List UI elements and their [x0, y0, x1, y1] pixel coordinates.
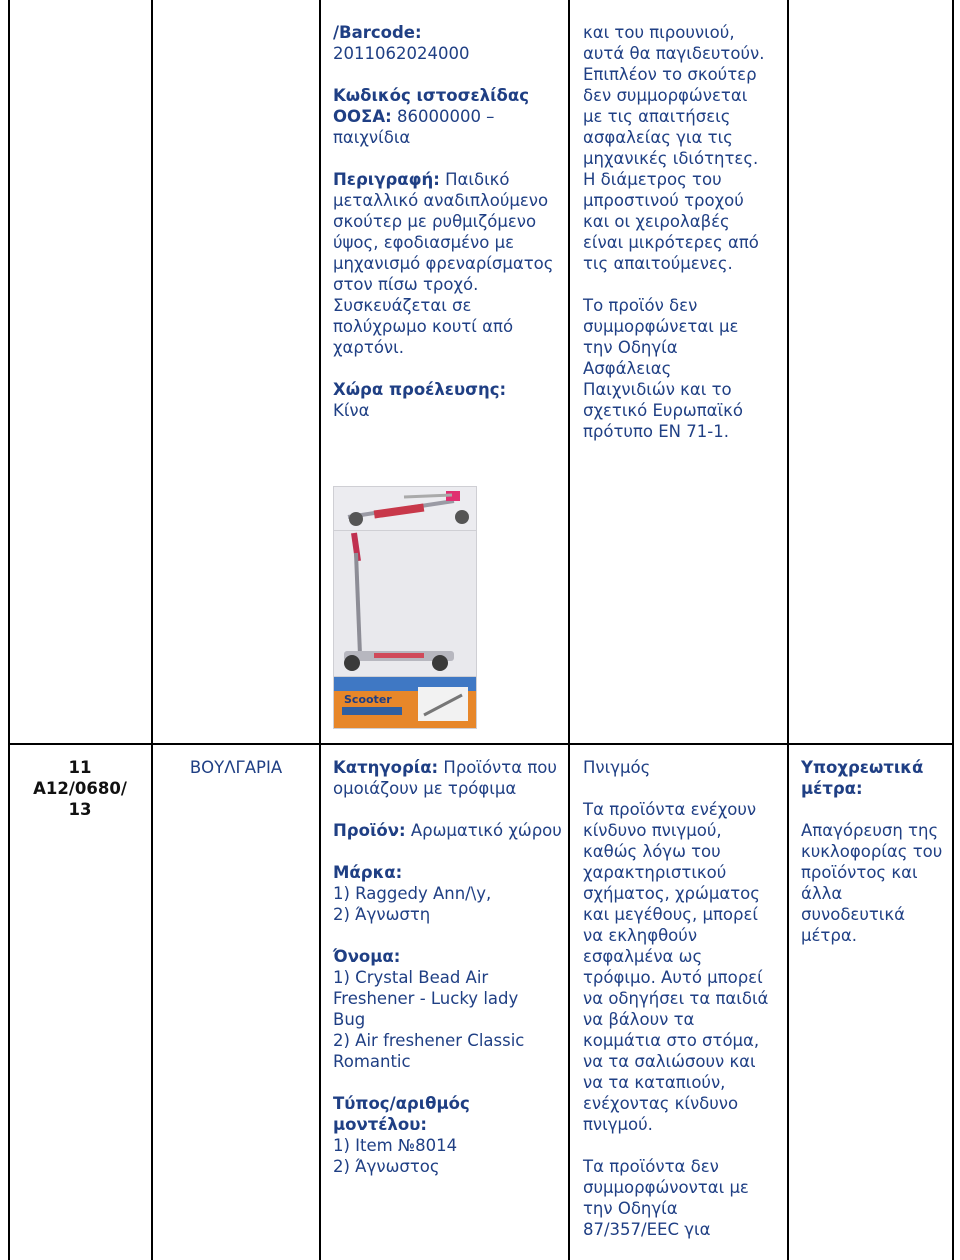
table-border-left	[8, 0, 10, 1260]
name-line: 2) Air freshener Classic	[333, 1031, 525, 1050]
country-cell	[155, 757, 317, 778]
norm-line: συμμορφώνονται με	[583, 1178, 749, 1197]
risk-line: να εκληφθούν	[583, 926, 698, 945]
table-border-col4	[568, 0, 570, 1260]
risk-line: και μεγέθους, μπορεί	[583, 905, 758, 924]
risk-line: ενέχοντας κίνδυνο	[583, 1094, 739, 1113]
risk-line: μηχανικές ιδιότητες.	[583, 149, 759, 168]
norm-line: Το προϊόν δεν	[583, 296, 698, 315]
table-border-col3	[319, 0, 321, 1260]
name-line: Bug	[333, 1010, 366, 1029]
norm-line: Τα προϊόντα δεν	[583, 1157, 719, 1176]
risk-line: τρόφιμο. Αυτό μπορεί	[583, 968, 763, 987]
risk-line: κομμάτια στο στόμα,	[583, 1031, 760, 1050]
norm-line: την Οδηγία	[583, 1199, 678, 1218]
risk-line: με τις απαιτήσεις	[583, 107, 731, 126]
barcode-label: /Barcode:	[333, 23, 422, 42]
name-label: Όνομα:	[333, 947, 401, 966]
entry-number: 11	[68, 758, 92, 777]
entry-reference: A12/0680/	[33, 779, 127, 798]
oosa-value: 86000000 – παιχνίδια	[333, 107, 495, 147]
norm-line: πρότυπο EN 71-1.	[583, 422, 729, 441]
model-label: Τύπος/αριθμός μοντέλου:	[333, 1094, 470, 1134]
risk-line: τις απαιτούμενες.	[583, 254, 733, 273]
name-line: Romantic	[333, 1052, 411, 1071]
row-divider	[8, 743, 954, 745]
brand-label: Μάρκα:	[333, 863, 403, 882]
risk-line: ασφαλείας για τις	[583, 128, 733, 147]
table-border-right	[952, 0, 954, 1260]
risk-line: να τα καταπιούν,	[583, 1073, 726, 1092]
risk-line: εσφαλμένα ως	[583, 947, 703, 966]
risk-line: και του πιρουνιού,	[583, 23, 735, 42]
origin-value: Κίνα	[333, 401, 370, 420]
table-border-col5	[787, 0, 789, 1260]
risk-line: να οδηγήσει τα παιδιά	[583, 989, 769, 1008]
risk-line: πνιγμού.	[583, 1115, 653, 1134]
measures-label: Υποχρεωτικά μέτρα:	[801, 758, 924, 798]
risk-line: να βάλουν τα	[583, 1010, 695, 1029]
risk-line: χαρακτηριστικού	[583, 863, 727, 882]
table-border-col2	[151, 0, 153, 1260]
model-line: 2) Άγνωστος	[333, 1157, 440, 1176]
product-value: Αρωματικό χώρου	[410, 821, 562, 840]
measures-value: Απαγόρευση της κυκλοφορίας του προϊόντος και άλλα συνοδευτικά μέτρα.	[801, 821, 943, 945]
scooter-unfolded-photo	[333, 530, 477, 678]
risk-continuation-cell	[583, 22, 783, 442]
barcode-value: 2011062024000	[333, 44, 470, 63]
brand-line: 1) Raggedy Ann/\y,	[333, 884, 492, 903]
scooter-folded-photo	[333, 486, 477, 534]
risk-title: Πνιγμός	[583, 758, 651, 777]
scooter-box-photo	[333, 676, 477, 729]
risk-line: να τα σαλιώσουν και	[583, 1052, 756, 1071]
description-value: Παιδικό μεταλλικό αναδιπλούμενο σκούτερ με ρυθμιζόμενο ύψος, εφοδιασμένο με μηχανισμό φρεναρίσματος στον πίσω τροχό. Συσκευάζεται σε πολύχρωμο κουτί από χαρτόνι.	[333, 170, 554, 357]
box-brand-text: Scooter	[344, 693, 392, 706]
country-value: ΒΟΥΛΓΑΡΙΑ	[189, 758, 283, 777]
product-label: Προϊόν:	[333, 821, 406, 840]
risk-line: κίνδυνο πνιγμού,	[583, 821, 722, 840]
lower-risk-cell	[583, 757, 783, 1240]
norm-line: Παιχνιδιών και το	[583, 380, 732, 399]
model-line: 1) Item №8014	[333, 1136, 458, 1155]
lower-product-description-cell	[333, 757, 565, 1177]
category-label: Κατηγορία:	[333, 758, 439, 777]
risk-line: δεν συμμορφώνεται	[583, 86, 748, 105]
name-line: Freshener - Lucky lady	[333, 989, 519, 1008]
entry-reference-cell	[12, 757, 148, 820]
norm-line: σχετικό Ευρωπαϊκό	[583, 401, 743, 420]
risk-line: μπροστινού τροχού	[583, 191, 744, 210]
norm-line: 87/357/ΕΕC για	[583, 1220, 711, 1239]
name-line: 1) Crystal Bead Air	[333, 968, 489, 987]
norm-line: την Οδηγία	[583, 338, 678, 357]
norm-line: συμμορφώνεται με	[583, 317, 739, 336]
norm-line: Ασφάλειας	[583, 359, 672, 378]
oosa-label: Κωδικός ιστοσελίδας ΟΟΣΑ:	[333, 86, 529, 126]
risk-line: είναι μικρότερες από	[583, 233, 759, 252]
risk-line: και οι χειρολαβές	[583, 212, 730, 231]
risk-line: σχήματος, χρώματος	[583, 884, 760, 903]
measures-cell	[801, 757, 949, 946]
product-description-cell	[333, 22, 565, 421]
risk-line: Επιπλέον το σκούτερ	[583, 65, 757, 84]
risk-line: αυτά θα παγιδευτούν.	[583, 44, 765, 63]
brand-line: 2) Άγνωστη	[333, 905, 431, 924]
description-label: Περιγραφή:	[333, 170, 440, 189]
category-value: Προϊόντα που ομοιάζουν με τρόφιμα	[333, 758, 557, 798]
risk-line: Η διάμετρος του	[583, 170, 722, 189]
risk-line: καθώς λόγω του	[583, 842, 721, 861]
entry-reference-tail: 13	[68, 800, 92, 819]
origin-label: Χώρα προέλευσης:	[333, 380, 507, 399]
risk-line: Τα προϊόντα ενέχουν	[583, 800, 757, 819]
